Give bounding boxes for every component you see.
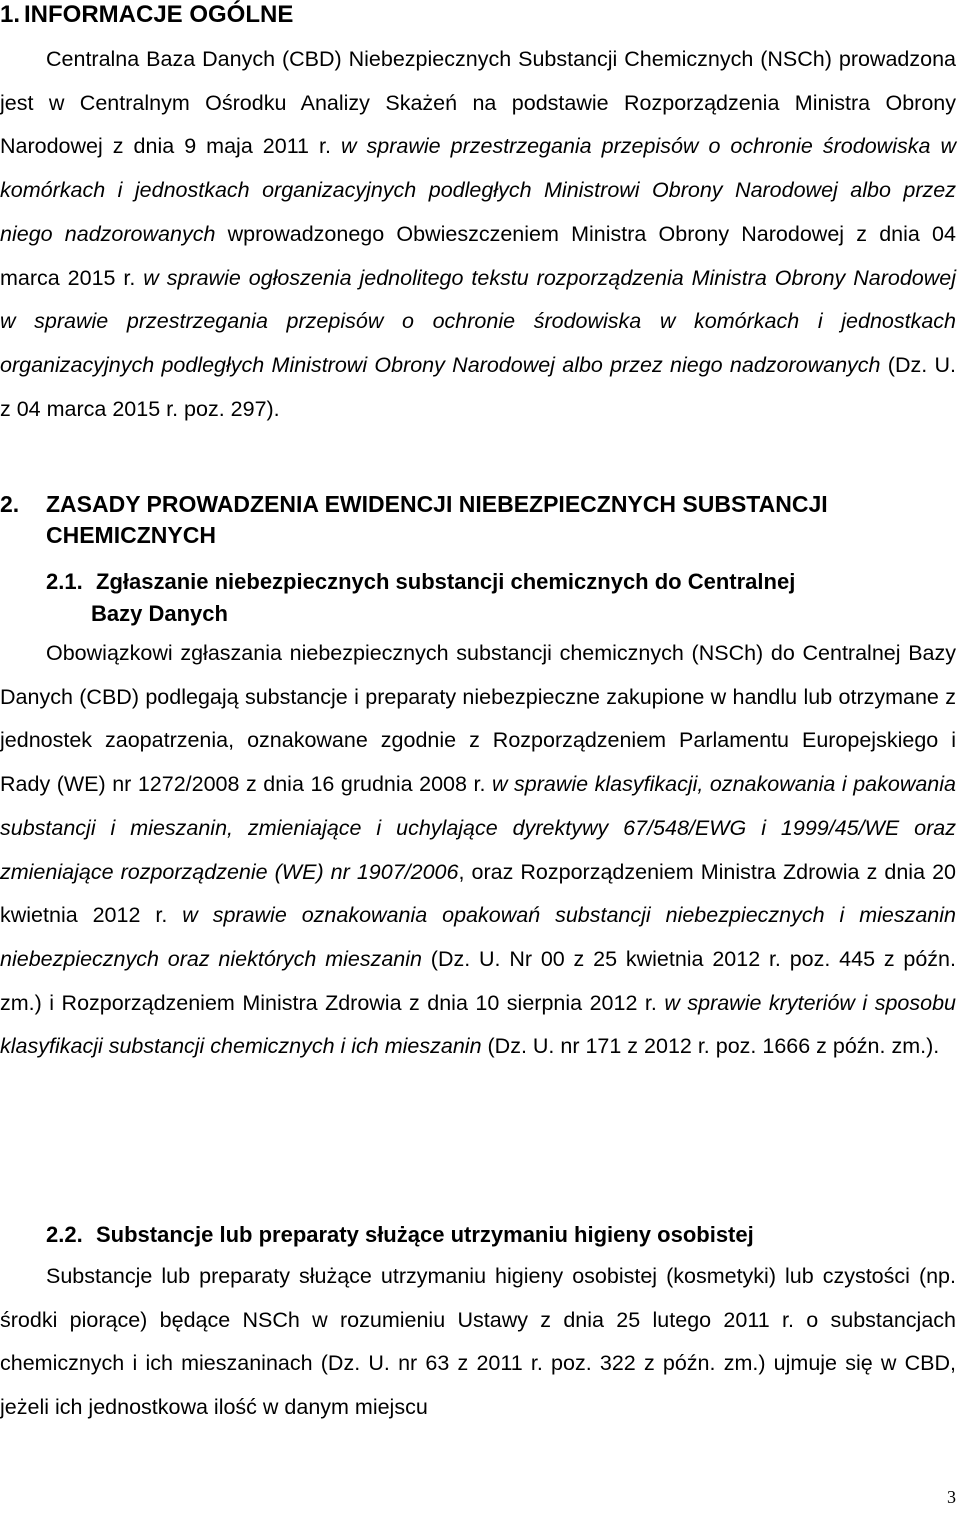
section-2-number: 2. (0, 491, 20, 517)
section-1-paragraph (0, 38, 956, 431)
section-1-number: 1. (0, 1, 21, 28)
page-number: 3 (947, 1487, 956, 1507)
section-1-title: INFORMACJE OGÓLNE (24, 1, 294, 28)
section-2-1-text-part2: , oraz Rozporządzeniem Ministra Zdrowia z dnia 20 kwietnia 2012 r. (0, 859, 956, 928)
section-2-1-italic-2: w sprawie oznakowania opakowań substancji niebezpiecznych i mieszanin niebezpiecznych oraz niektórych mieszanin (0, 903, 956, 971)
section-1-italic-title-2: w sprawie ogłoszenia jednolitego tekstu rozporządzenia Ministra Obrony Narodowej w sprawie przestrzegania przepisów o ochronie środowiska w komórkach i jednostkach organizacyjnych podległych Ministrowi Obrony Narodowej albo przez niego nadzorowanych (0, 265, 956, 377)
section-2-1-number: 2.1. (46, 569, 83, 594)
section-1-text-part2: wprowadzonego Obwieszczeniem Ministra Obrony Narodowej z dnia 04 marca 2015 r. (0, 221, 956, 290)
section-2-1-heading (46, 566, 946, 630)
section-2-title: ZASADY PROWADZENIA EWIDENCJI NIEBEZPIECZNYCH SUBSTANCJI CHEMICZNYCH (46, 491, 828, 548)
section-2-1-text-part1: Obowiązkowi zgłaszania niebezpiecznych substancji chemicznych (NSCh) do Centralnej Bazy Danych (CBD) podlegają substancje i preparaty niebezpieczne zakupione w handlu lub otrzymane z jednostek zaopatrzenia, oznakowane zgodnie z Rozporządzeniem Parlamentu Europejskiego i Rady (WE) nr 1272/2008 z dnia 16 grudnia 2008 r. (0, 641, 956, 797)
section-1-text-part3: (Dz. U. z 04 marca 2015 r. poz. 297). (0, 352, 956, 421)
section-2-1-text-part4: (Dz. U. nr 171 z 2012 r. poz. 1666 z późn. zm.). (481, 1034, 940, 1059)
section-2-1-paragraph (0, 632, 956, 1069)
section-2-1-italic-3: w sprawie kryteriów i sposobu klasyfikacji substancji chemicznych i ich mieszanin (0, 990, 956, 1059)
section-2-1-italic-1: w sprawie klasyfikacji, oznakowania i pakowania substancji i mieszanin, zmieniające i uchylające dyrektywy 67/548/EWG i 1999/45/WE oraz zmieniające rozporządzenie (WE) nr 1907/2006 (0, 772, 957, 884)
section-2-1-title-line2: Bazy Danych (91, 601, 228, 626)
section-2-1-title-line1: Zgłaszanie niebezpiecznych substancji chemicznych do Centralnej (96, 569, 796, 594)
section-2-2-paragraph (0, 1255, 956, 1430)
section-1-heading (0, 0, 960, 30)
section-1-text-part1: Centralna Baza Danych (CBD) Niebezpiecznych Substancji Chemicznych (NSCh) prowadzona jest w Centralnym Ośrodku Analizy Skażeń na podstawie Rozporządzenia Ministra Obrony Narodowej z dnia 9 maja 2011 r. (0, 47, 956, 159)
section-2-1-text-part3: (Dz. U. Nr 00 z 25 kwietnia 2012 r. poz. 445 z późn. zm.) i Rozporządzeniem Ministra Zdrowia z dnia 10 sierpnia 2012 r. (0, 946, 956, 1015)
section-2-2-number: 2.2. (46, 1222, 83, 1247)
section-2-2-heading (46, 1219, 946, 1251)
section-1-italic-title-1: w sprawie przestrzegania przepisów o ochronie środowiska w komórkach i jednostkach organizacyjnych podległych Ministrowi Obrony Narodowej albo przez niego nadzorowanych (0, 134, 956, 246)
section-2-2-text: Substancje lub preparaty służące utrzymaniu higieny osobistej (kosmetyki) lub czystości (np. środki piorące) będące NSCh w rozumieniu Ustawy z dnia 25 lutego 2011 r. o substancjach chemicznych i ich mieszaninach (Dz. U. nr 63 z 2011 r. poz. 322 z późn. zm.) ujmuje się w CBD, jeżeli ich jednostkowa ilość w danym miejscu (0, 1264, 956, 1420)
section-2-2-title: Substancje lub preparaty służące utrzymaniu higieny osobistej (96, 1222, 754, 1247)
